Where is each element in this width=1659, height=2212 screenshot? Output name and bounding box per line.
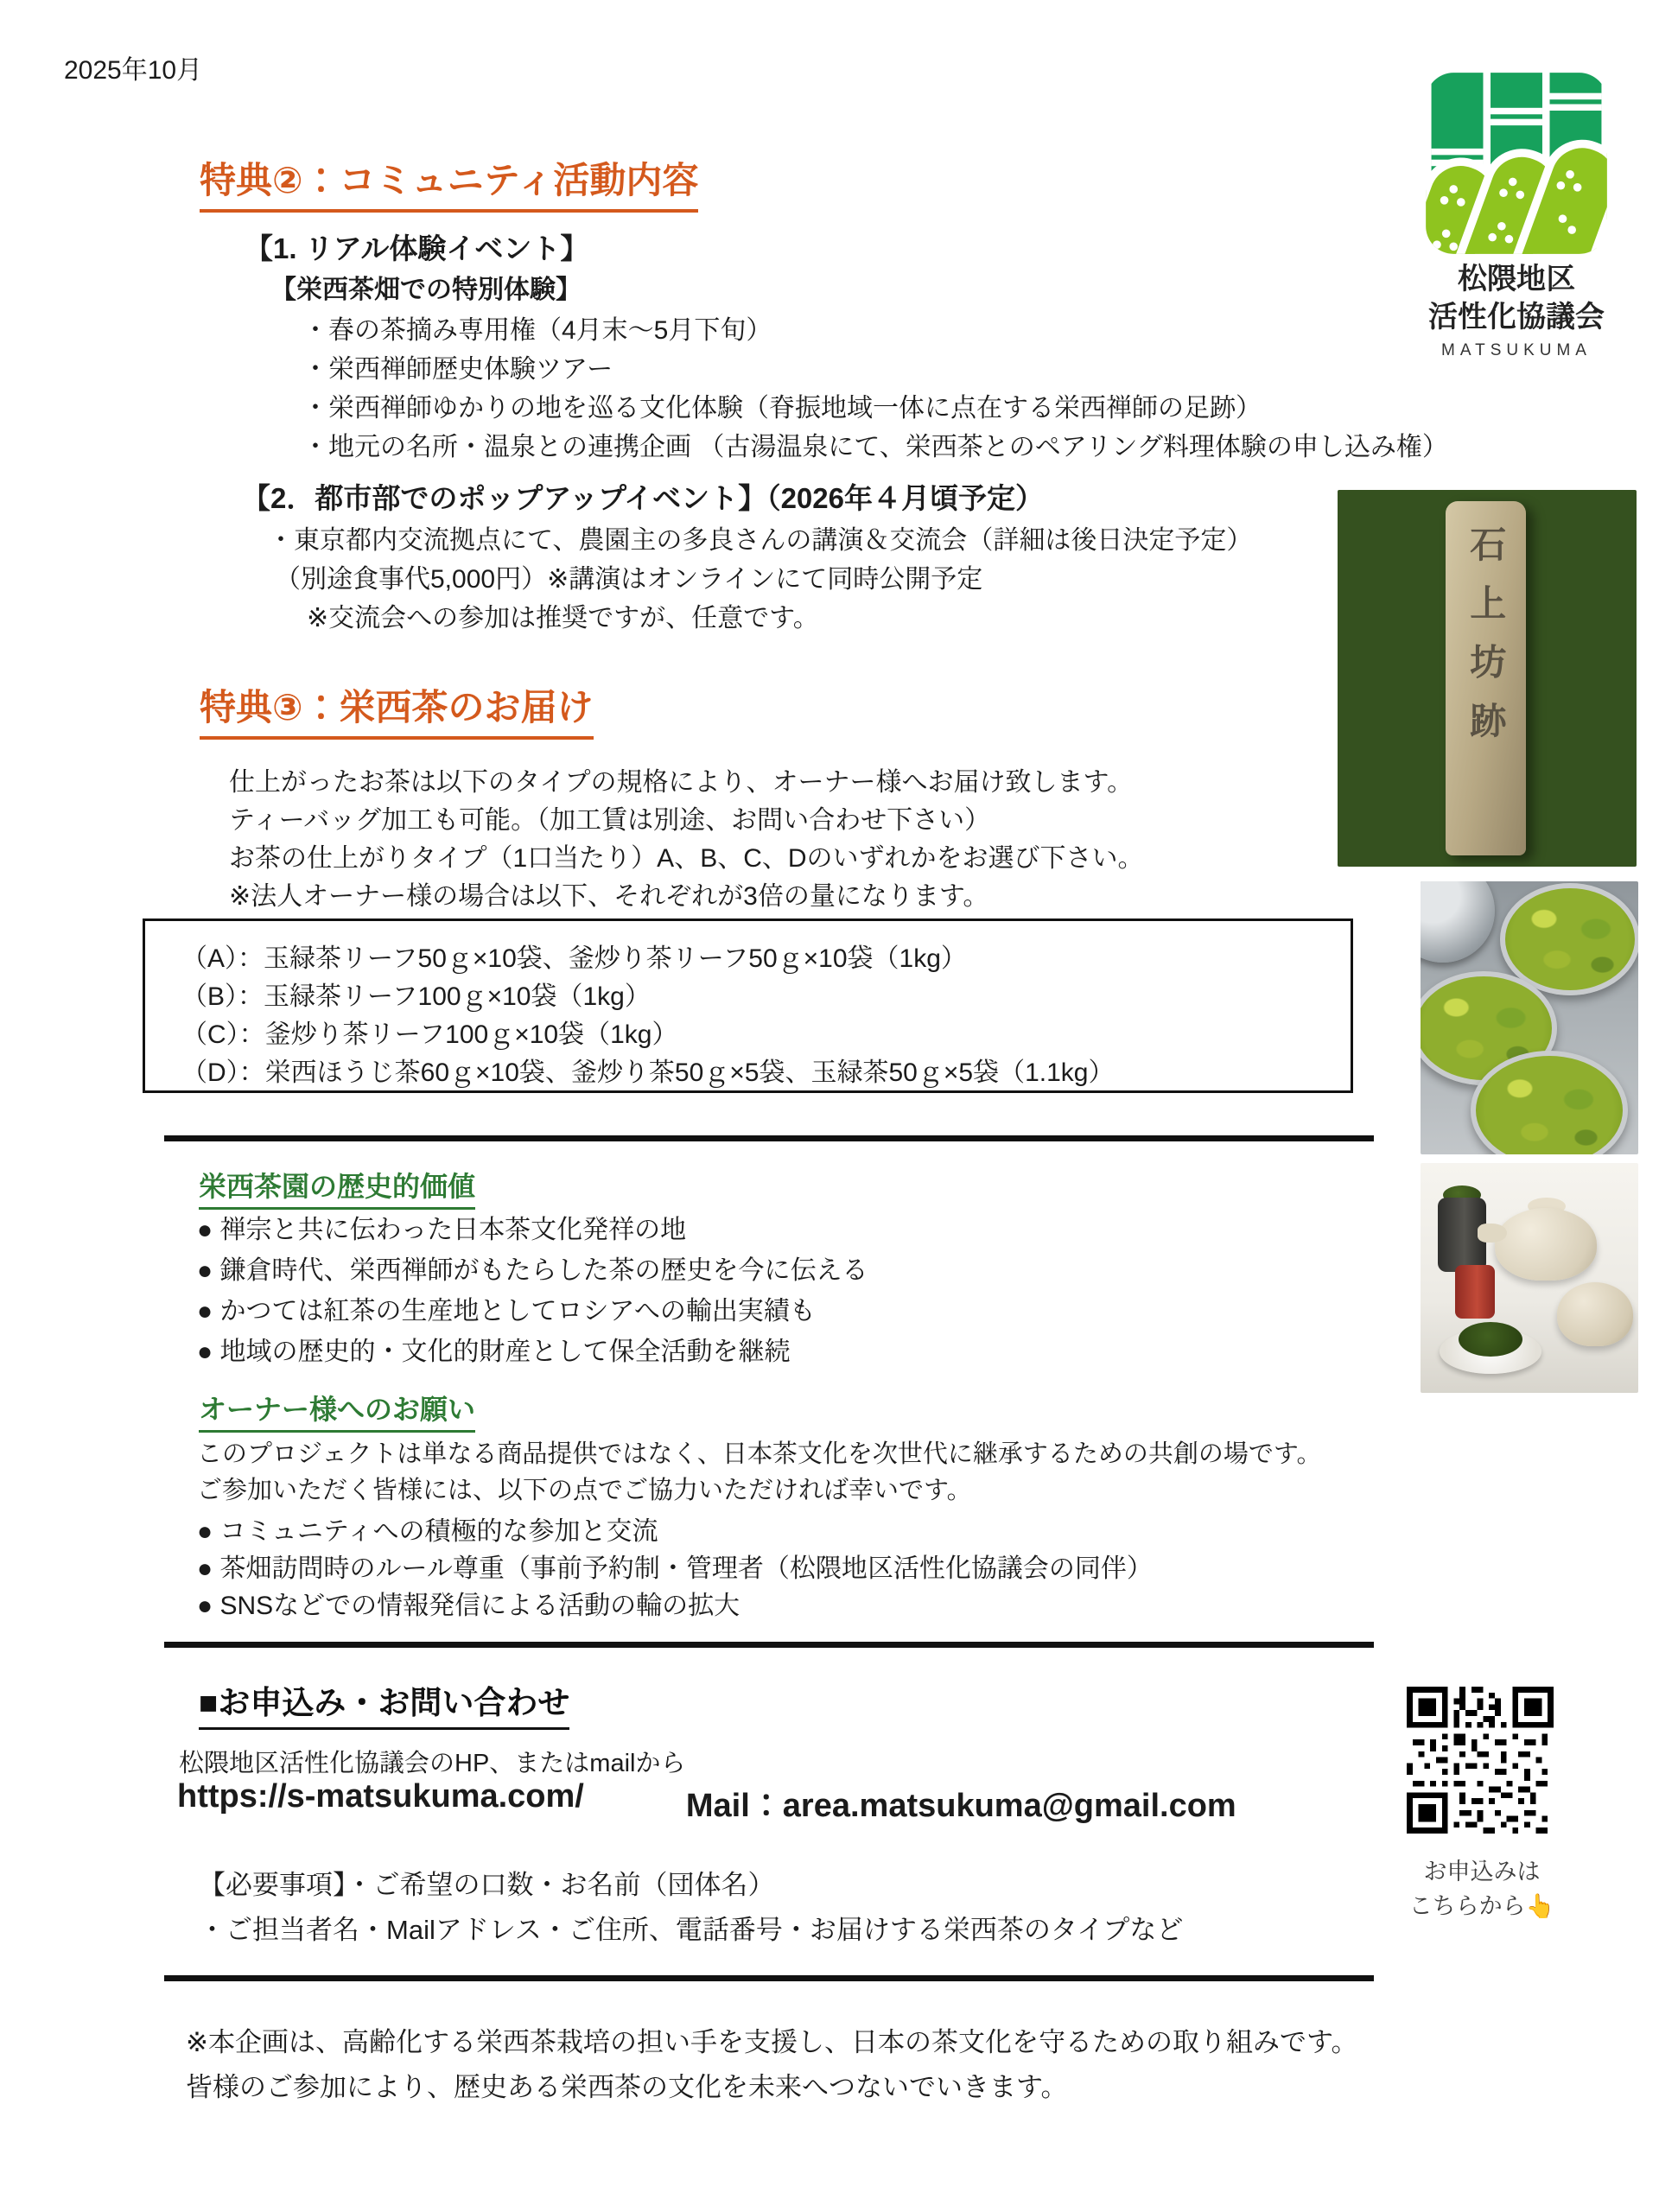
contact-intro: 松隈地区活性化協議会のHP、またはmailから <box>179 1750 686 1777</box>
event1-subtitle: 【栄西茶畑での特別体験】 <box>270 276 582 304</box>
contact-heading: ■お申込み・お問い合わせ <box>199 1676 569 1730</box>
bamboo-tea-field-logo-icon <box>1424 71 1609 256</box>
qr-caption-line1: お申込みは <box>1423 1859 1541 1885</box>
photo-tea-leaf-trays <box>1421 881 1638 1154</box>
logo-org-name-line2: 活性化協議会 <box>1428 301 1605 334</box>
footer-note-line: ※本企画は、高齢化する栄西茶栽培の担い手を支援し、日本の茶文化を守るための取り組みです。 <box>186 2027 1358 2057</box>
section-divider <box>164 1135 1374 1141</box>
owner-request-bullet: ● コミュニティへの積極的な参加と交流 <box>197 1517 658 1546</box>
tea-type-option: （B）：玉緑茶リーフ100ｇ×10袋（1kg） <box>181 982 651 1011</box>
event2-line: ※交流会への参加は推奨ですが、任意です。 <box>307 604 819 632</box>
owner-request-line: ご参加いただく皆様には、以下の点でご協力いただければ幸いです。 <box>197 1477 972 1504</box>
qr-caption <box>1382 1854 1581 1923</box>
tea-type-options-box <box>143 918 1353 1093</box>
owner-request-bullet: ● 茶畑訪問時のルール尊重（事前予約制・管理者（松隈地区活性化協議会の同伴） <box>197 1554 1153 1583</box>
benefit3-paragraph-line: ※法人オーナー様の場合は以下、それぞれが3倍の量になります。 <box>229 882 989 911</box>
tea-tray <box>1471 1051 1628 1154</box>
contact-email: Mail：area.matsukuma@gmail.com <box>685 1788 1236 1824</box>
event2-title: 【2．都市部でのポップアップイベント】（2026年４月頃予定） <box>242 482 1044 514</box>
qr-caption-line2: こちらから👆 <box>1408 1893 1555 1919</box>
event1-bullet: ・栄西禅師ゆかりの地を巡る文化体験（脊振地域一体に点在する栄西禅師の足跡） <box>302 394 1262 423</box>
tea-type-option: （A）：玉緑茶リーフ50ｇ×10袋、釜炒り茶リーフ50ｇ×10袋（1kg） <box>181 944 967 973</box>
history-heading: 栄西茶園の歴史的価値 <box>199 1165 475 1210</box>
benefit3-paragraph-line: ティーバッグ加工も可能。（加工賃は別途、お問い合わせ下さい） <box>229 806 991 835</box>
benefit3-heading: 特典③：栄西茶のお届け <box>200 679 594 740</box>
requirements-line: 【必要事項】・ご希望の口数・お名前（団体名） <box>199 1870 775 1900</box>
white-teapot <box>1495 1208 1597 1281</box>
event1-bullet: ・栄西禅師歴史体験ツアー <box>302 355 613 384</box>
steel-pot <box>1421 881 1495 963</box>
tea-type-option: （C）：釜炒り茶リーフ100ｇ×10袋（1kg） <box>181 1020 678 1049</box>
document-date: 2025年10月 <box>64 56 203 85</box>
event2-line: ・東京都内交流拠点にて、農園主の多良さんの講演＆交流会（詳細は後日決定予定） <box>268 526 1253 555</box>
stone-pillar <box>1446 501 1526 855</box>
organization-logo <box>1395 71 1637 360</box>
tea-type-option: （D）：栄西ほうじ茶60ｇ×10袋、釜炒り茶50ｇ×5袋、玉緑茶50ｇ×5袋（1.1kg） <box>181 1058 1115 1087</box>
benefit2-heading: 特典②：コミュニティ活動内容 <box>200 152 698 213</box>
benefit3-paragraph-line: 仕上がったお茶は以下のタイプの規格により、オーナー様へお届け致します。 <box>229 768 1134 797</box>
qr-code <box>1407 1687 1554 1834</box>
photo-stone-marker-forest <box>1338 490 1637 867</box>
section-divider <box>164 1642 1374 1648</box>
section-divider <box>164 1975 1374 1981</box>
stone-pillar-inscription: 石上坊跡 <box>1465 525 1507 761</box>
history-bullet: ● 禅宗と共に伝わった日本茶文化発祥の地 <box>197 1216 687 1244</box>
history-bullet: ● 地域の歴史的・文化的財産として保全活動を継続 <box>197 1338 791 1366</box>
event2-line: （別途食事代5,000円）※講演はオンラインにて同時公開予定 <box>275 565 983 594</box>
owner-request-line: このプロジェクトは単なる商品提供ではなく、日本茶文化を次世代に継承するための共創の場です。 <box>197 1440 1322 1468</box>
footer-note-line: 皆様のご参加により、歴史ある栄西茶の文化を未来へつないでいきます。 <box>186 2072 1068 2102</box>
event1-bullet: ・春の茶摘み専用権（4月末～5月下旬） <box>302 316 772 345</box>
teapot-spout <box>1478 1224 1507 1243</box>
owner-request-bullet: ● SNSなどでの情報発信による活動の輪の拡大 <box>197 1592 741 1620</box>
logo-org-romaji: MATSUKUMA <box>1441 341 1592 359</box>
cream-teapot <box>1557 1282 1633 1346</box>
requirements-line: ・ご担当者名・Mailアドレス・ご住所、電話番号・お届けする栄西茶のタイプなど <box>199 1915 1184 1945</box>
red-tea-can <box>1455 1265 1495 1319</box>
event1-title: 【1. リアル体験イベント】 <box>245 232 589 264</box>
event1-bullet: ・地元の名所・温泉との連携企画 （古湯温泉にて、栄西茶とのペアリング料理体験の申し込み権） <box>302 433 1448 461</box>
history-bullet: ● 鎌倉時代、栄西禅師がもたらした茶の歴史を今に伝える <box>197 1256 868 1285</box>
owner-request-heading: オーナー様へのお願い <box>199 1388 475 1433</box>
logo-org-name-line1: 松隈地区 <box>1458 263 1575 296</box>
benefit3-paragraph-line: お茶の仕上がりタイプ（1口当たり）A、B、C、Dのいずれかをお選び下さい。 <box>229 844 1144 873</box>
website-url: https://s-matsukuma.com/ <box>177 1778 584 1815</box>
tea-leaves-pile <box>1459 1322 1522 1357</box>
history-bullet: ● かつては紅茶の生産地としてロシアへの輸出実績も <box>197 1297 816 1325</box>
photo-teapots <box>1421 1163 1638 1393</box>
